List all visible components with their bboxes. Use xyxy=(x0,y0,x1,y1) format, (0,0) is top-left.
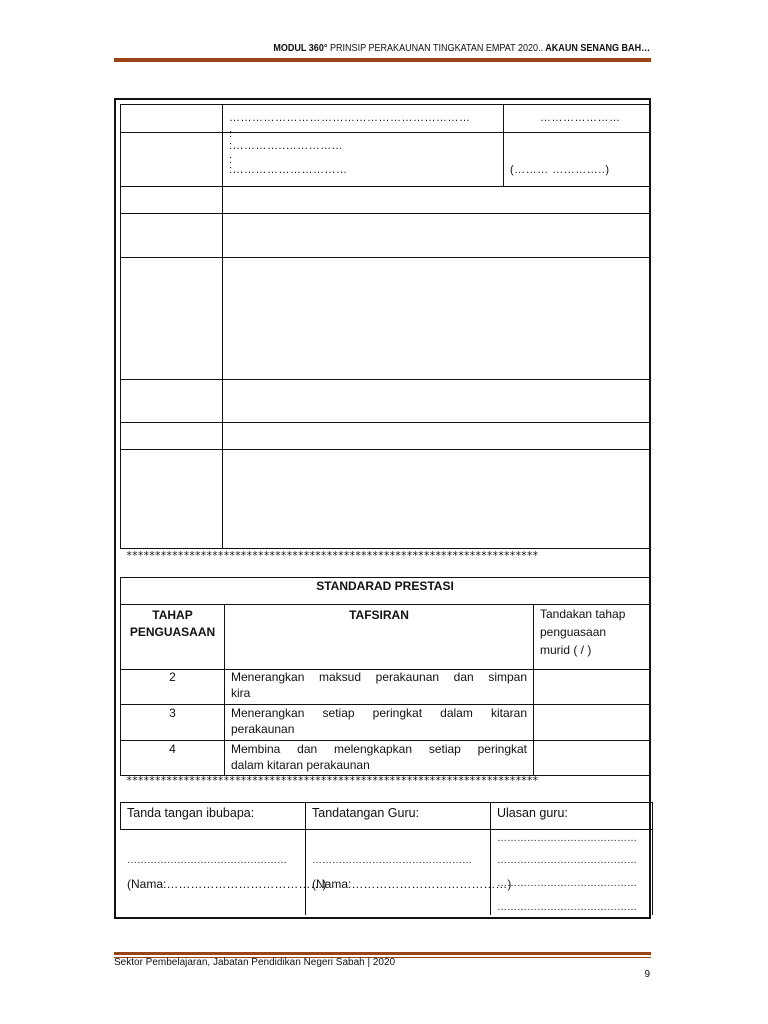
page-number: 9 xyxy=(644,969,650,980)
mark-checkbox-cell[interactable] xyxy=(533,740,650,776)
interp-text-line1: Membina dan melengkapkan setiap peringkat xyxy=(231,742,527,756)
remark-line[interactable]: …………………………………… xyxy=(497,833,637,844)
column-divider xyxy=(490,802,491,915)
module-name: MODUL 360° xyxy=(273,42,328,54)
interp-header: TAFSIRAN xyxy=(349,608,409,622)
form-dotted-line: ………………… xyxy=(540,112,621,124)
form-field-cell-2b xyxy=(503,132,650,187)
parent-name-field[interactable]: (Nama:…………………………………) xyxy=(127,877,327,891)
mark-checkbox-cell[interactable] xyxy=(533,704,650,741)
teacher-remark-label: Ulasan guru: xyxy=(497,806,568,820)
interp-text xyxy=(231,705,527,737)
form-colon: : xyxy=(229,128,233,140)
level-header-line1: TAHAP xyxy=(152,608,193,622)
level-value: 2 xyxy=(169,670,176,684)
column-divider xyxy=(305,802,306,915)
column-divider xyxy=(652,802,653,915)
project-name: AKAUN SENANG BAH… xyxy=(542,42,650,54)
interp-text-line2: dalam kitaran perakaunan xyxy=(231,758,370,772)
form-field-cell-7 xyxy=(222,422,650,450)
mark-header-line1: Tandakan tahap xyxy=(540,607,626,621)
interp-text-line2: kira xyxy=(231,686,251,700)
teacher-signature-line[interactable]: ………………………………………… xyxy=(312,855,472,866)
interp-text xyxy=(231,669,527,701)
form-label-cell-6 xyxy=(120,379,223,423)
form-label-cell-5 xyxy=(120,257,223,380)
parent-signature-line[interactable]: ………………………………………… xyxy=(127,855,287,866)
module-subject: PRINSIP PERAKAUNAN TINGKATAN EMPAT 2020.. xyxy=(327,42,543,54)
star-separator: ************************************************************************ xyxy=(126,550,538,562)
star-separator: ************************************************************************ xyxy=(126,775,538,787)
interp-text-line1: Menerangkan setiap peringkat dalam kitaran xyxy=(231,706,527,720)
header-rule xyxy=(114,58,651,62)
form-field-cell-4 xyxy=(222,213,650,258)
interp-text xyxy=(231,741,527,773)
remark-line[interactable]: …………………………………… xyxy=(497,902,637,913)
form-field-cell-3 xyxy=(222,186,650,214)
form-label-cell-3 xyxy=(120,186,223,214)
form-label-cell-1 xyxy=(120,104,223,133)
form-dotted-line: :…………..…………… xyxy=(229,140,344,152)
form-dotted-line: :………………………… xyxy=(229,164,348,176)
form-bracket-line: (……… …………..) xyxy=(510,164,610,176)
form-label-cell-2 xyxy=(120,132,223,187)
form-field-cell-6 xyxy=(222,379,650,423)
level-value: 3 xyxy=(169,706,176,720)
mark-checkbox-cell[interactable] xyxy=(533,669,650,705)
standard-title: STANDARAD PRESTASI xyxy=(316,579,454,593)
form-field-cell-8 xyxy=(222,449,650,549)
form-label-cell-8 xyxy=(120,449,223,549)
teacher-name-field[interactable]: (Nama:…………………………………) xyxy=(312,877,512,891)
mark-header-line3: murid ( / ) xyxy=(540,643,592,657)
remark-line[interactable]: …………………………………… xyxy=(497,855,637,866)
form-colon: : xyxy=(229,154,233,166)
interp-text-line1: Menerangkan maksud perakaunan dan simpan xyxy=(231,670,527,684)
footer-text: Sektor Pembelajaran, Jabatan Pendidikan Negeri Sabah | 2020 xyxy=(114,957,396,968)
teacher-signature-label: Tandatangan Guru: xyxy=(312,806,420,820)
form-label-cell-4 xyxy=(120,213,223,258)
signature-header-rule xyxy=(120,829,653,830)
form-label-cell-7 xyxy=(120,422,223,450)
interp-text-line2: perakaunan xyxy=(231,722,295,736)
mark-header-line2: penguasaan xyxy=(540,625,607,639)
form-field-cell-5 xyxy=(222,257,650,380)
parent-signature-label: Tanda tangan ibubapa: xyxy=(127,806,255,820)
remark-line[interactable]: …………………………………… xyxy=(497,878,637,889)
footer-rule xyxy=(114,952,651,955)
form-dotted-line: ……………………………………………………… xyxy=(229,112,471,124)
level-header-line2: PENGUASAAN xyxy=(129,625,216,639)
module-header xyxy=(273,42,650,54)
level-value: 4 xyxy=(169,742,176,756)
